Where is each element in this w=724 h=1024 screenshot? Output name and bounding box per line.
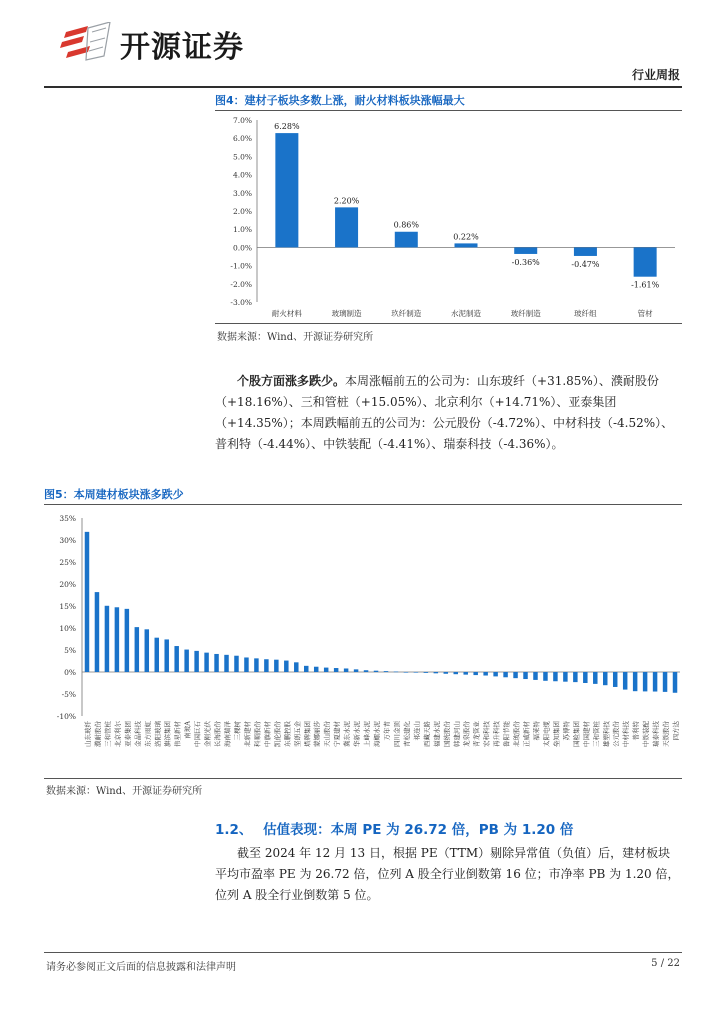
bar bbox=[414, 672, 418, 673]
bar bbox=[653, 672, 657, 692]
y-tick-label: -2.0% bbox=[230, 279, 252, 289]
bar bbox=[394, 672, 398, 673]
data-label: 2.20% bbox=[333, 196, 360, 206]
category-label: 海南瑞泽 bbox=[223, 721, 232, 747]
y-tick-label: 1.0% bbox=[232, 225, 252, 235]
figure5-title-bar bbox=[44, 482, 682, 505]
category-label: 福建水泥 bbox=[432, 721, 441, 747]
category-label: 亚泰集团 bbox=[123, 721, 132, 747]
footer-disclaimer: 请务必参阅正文后面的信息披露和法律声明 bbox=[46, 962, 236, 973]
data-label: -0.36% bbox=[511, 257, 540, 267]
bar bbox=[204, 653, 208, 672]
category-label: 玻璃制造 bbox=[331, 309, 362, 318]
y-tick-label: 7.0% bbox=[232, 116, 252, 125]
y-tick-label: -3.0% bbox=[230, 298, 252, 307]
category-label: 科顺股份 bbox=[253, 721, 262, 747]
figure4-chart bbox=[215, 112, 682, 324]
category-label: 华新水泥 bbox=[353, 721, 362, 747]
bar bbox=[364, 670, 368, 672]
y-tick-label: 2.0% bbox=[232, 207, 252, 216]
bar bbox=[275, 133, 298, 247]
figure4-source: 数据来源：Wind、开源证券研究所 bbox=[217, 332, 374, 343]
category-label: 青松建化 bbox=[402, 721, 411, 747]
category-label: 上峰水泥 bbox=[363, 721, 372, 747]
category-label: 东鹏控股 bbox=[283, 721, 292, 747]
paragraph-lead: 个股方面涨多跌少。 bbox=[237, 374, 346, 388]
bar bbox=[563, 672, 567, 682]
data-label: 0.86% bbox=[393, 220, 419, 230]
bar bbox=[463, 672, 467, 675]
category-label: 苏博特 bbox=[562, 721, 571, 741]
category-label: 塔牌集团 bbox=[303, 721, 312, 747]
bar bbox=[643, 672, 647, 691]
bar bbox=[334, 668, 338, 672]
bar bbox=[85, 532, 89, 672]
bar bbox=[264, 659, 268, 672]
category-label: 宏和科技 bbox=[482, 721, 491, 747]
bar bbox=[473, 672, 477, 675]
section-title: 估值表现：本周 PE 为 26.72 倍，PB 为 1.20 倍 bbox=[263, 822, 574, 838]
bar bbox=[254, 658, 258, 672]
category-label: 再升科技 bbox=[492, 721, 501, 747]
bar bbox=[324, 668, 328, 672]
category-label: 中材科技 bbox=[622, 721, 631, 747]
category-label: 天山股份 bbox=[323, 721, 332, 747]
bar bbox=[404, 672, 408, 673]
category-label: 垒知集团 bbox=[552, 721, 561, 747]
figure5-title: 图5：本周建材板块涨多跌少 bbox=[44, 488, 184, 501]
bar bbox=[424, 672, 428, 673]
bar bbox=[234, 656, 238, 672]
category-label: 青龙管业 bbox=[472, 721, 481, 747]
category-label: 瑞泰科技 bbox=[652, 721, 661, 747]
y-tick-label: 25% bbox=[59, 558, 76, 567]
bar bbox=[483, 672, 487, 676]
bar bbox=[593, 672, 597, 684]
bar bbox=[224, 655, 228, 672]
bar bbox=[384, 671, 388, 672]
category-label: 水泥制造 bbox=[451, 309, 481, 318]
bar bbox=[395, 232, 418, 248]
bar bbox=[583, 672, 587, 683]
y-tick-label: 5.0% bbox=[232, 152, 252, 162]
bar bbox=[523, 672, 527, 679]
category-label: 凯伦股份 bbox=[273, 721, 282, 747]
bar bbox=[354, 669, 358, 672]
bar bbox=[543, 672, 547, 681]
category-label: 国统股份 bbox=[442, 721, 451, 747]
bar bbox=[105, 606, 109, 672]
category-label: 普利特 bbox=[632, 721, 641, 741]
valuation-paragraph: 截至 2024 年 12 月 13 日，根据 PE（TTM）剔除异常值（负值）后，建材板块平均市盈率 PE 为 26.72 倍，位列 A 股全行业倒数第 16 位；市净率 PB 为 1.20 倍，位列 A 股全行业倒数第 5 位。 bbox=[215, 846, 680, 902]
figure4-title: 图4：建材子板块多数上涨，耐火材料板块涨幅最大 bbox=[215, 94, 465, 107]
category-label: 龙泉股份 bbox=[462, 721, 471, 747]
brand-name: 开源证券 bbox=[120, 30, 244, 65]
category-label: 三和管桩 bbox=[103, 721, 112, 747]
bar bbox=[135, 627, 139, 672]
category-label: 旗滨集团 bbox=[163, 721, 172, 747]
category-label: 冀东水泥 bbox=[343, 721, 352, 747]
bar bbox=[174, 646, 178, 672]
bar bbox=[513, 672, 517, 678]
bar bbox=[115, 607, 119, 672]
y-tick-label: 35% bbox=[59, 514, 76, 523]
bar bbox=[374, 671, 378, 672]
stock-performance-paragraph bbox=[215, 371, 682, 455]
bar bbox=[434, 672, 438, 673]
bar bbox=[155, 638, 159, 672]
bar bbox=[304, 666, 308, 672]
bar bbox=[95, 592, 99, 672]
bar bbox=[553, 672, 557, 681]
category-label: 中国巨石 bbox=[193, 721, 202, 747]
data-label: -1.61% bbox=[631, 280, 660, 290]
category-label: 鲁阳节能 bbox=[502, 721, 511, 747]
bar bbox=[603, 672, 607, 685]
category-label: 濮耐股份 bbox=[93, 721, 102, 747]
category-label: 中国建材 bbox=[582, 721, 591, 747]
bar bbox=[274, 660, 278, 672]
y-tick-label: 6.0% bbox=[232, 134, 252, 144]
bar bbox=[634, 247, 657, 276]
bar bbox=[444, 672, 448, 674]
figure5-source: 数据来源：Wind、开源证券研究所 bbox=[46, 786, 203, 797]
bar bbox=[244, 657, 248, 672]
bar bbox=[663, 672, 667, 692]
category-label: 中旗新材 bbox=[263, 721, 272, 747]
category-label: 公元股份 bbox=[612, 721, 621, 747]
bar bbox=[194, 651, 198, 672]
bar bbox=[633, 672, 637, 691]
bar bbox=[533, 672, 537, 680]
y-tick-label: 5% bbox=[64, 646, 76, 655]
bar bbox=[294, 662, 298, 672]
y-tick-label: -1.0% bbox=[230, 261, 252, 271]
data-label: -0.47% bbox=[571, 259, 600, 269]
category-label: 万年青 bbox=[382, 721, 391, 741]
category-label: 祁连山 bbox=[412, 721, 421, 741]
category-label: 福莱特 bbox=[532, 721, 541, 741]
y-tick-label: 15% bbox=[59, 602, 76, 611]
category-label: 北新建材 bbox=[243, 721, 252, 747]
bar bbox=[214, 654, 218, 672]
figure5-chart bbox=[44, 508, 682, 778]
category-label: 南玻A bbox=[183, 721, 192, 739]
bar bbox=[125, 609, 129, 672]
y-tick-label: 20% bbox=[59, 580, 76, 589]
section-heading bbox=[215, 818, 573, 838]
bar bbox=[184, 650, 188, 672]
category-label: 四川金顶 bbox=[392, 721, 401, 747]
category-label: 中铁装配 bbox=[642, 721, 651, 747]
data-label: 0.22% bbox=[453, 232, 479, 242]
category-label: 北玻股份 bbox=[512, 721, 521, 747]
category-label: 国检集团 bbox=[572, 721, 581, 747]
footer-divider bbox=[44, 952, 682, 953]
category-label: 玻纤组 bbox=[574, 309, 597, 318]
category-label: 伟星新材 bbox=[173, 721, 182, 747]
bar bbox=[344, 668, 348, 672]
category-label: 玻纤制造 bbox=[510, 309, 541, 318]
category-label: 天铁股份 bbox=[662, 721, 671, 747]
category-label: 正威新材 bbox=[522, 721, 531, 747]
category-label: 三棵树 bbox=[233, 721, 242, 741]
y-tick-label: -5% bbox=[61, 690, 76, 699]
bar bbox=[573, 672, 577, 682]
section-number: 1.2、 bbox=[215, 822, 253, 838]
category-label: 雄塑科技 bbox=[602, 721, 611, 747]
category-label: 四方达 bbox=[672, 721, 681, 741]
bar bbox=[164, 639, 168, 672]
bar bbox=[335, 207, 358, 247]
category-label: 太阳电缆 bbox=[542, 721, 551, 747]
paragraph-body: 本周涨幅前五的公司为：山东玻纤（+31.85%）、濮耐股份（+18.16%）、三和管桩（+15.05%）、北京利尔（+14.71%）、亚泰集团（+14.35%）；本周跌幅前五的公司为：公元股份（-4.72%）、中材科技（-4.52%）、普利特（-4.44%）、中铁装配（-4.41%）、瑞泰科技（-4.36%）。 bbox=[215, 374, 674, 451]
category-label: 宁夏建材 bbox=[333, 721, 342, 747]
y-tick-label: -10% bbox=[56, 712, 76, 721]
bar bbox=[493, 672, 497, 676]
category-label: 金刚光伏 bbox=[203, 721, 212, 747]
bar bbox=[514, 247, 537, 254]
category-label: 西藏天路 bbox=[422, 721, 431, 747]
category-label: 韩建河山 bbox=[452, 721, 461, 747]
category-label: 玖纤制造 bbox=[391, 309, 422, 318]
bar bbox=[613, 672, 617, 687]
page-number: 5 / 22 bbox=[651, 958, 680, 969]
bar bbox=[503, 672, 507, 677]
category-label: 山东玻纤 bbox=[83, 721, 92, 747]
category-label: 东方雨虹 bbox=[143, 721, 152, 747]
bar bbox=[314, 667, 318, 672]
category-label: 金晶科技 bbox=[133, 721, 142, 747]
figure5-divider bbox=[44, 778, 682, 779]
bar bbox=[284, 661, 288, 672]
bar bbox=[673, 672, 677, 693]
y-tick-label: 10% bbox=[59, 624, 76, 633]
category-label: 耐火材料 bbox=[271, 309, 302, 318]
y-tick-label: 30% bbox=[59, 536, 76, 545]
category-label: 管材 bbox=[637, 309, 653, 318]
bar bbox=[454, 672, 458, 674]
category-label: 洛阳玻璃 bbox=[153, 721, 162, 747]
bar bbox=[623, 672, 627, 690]
y-tick-label: 3.0% bbox=[232, 188, 252, 198]
report-type-label: 行业周报 bbox=[631, 68, 680, 82]
category-label: 长海股份 bbox=[213, 721, 222, 747]
category-label: 三和管桩 bbox=[592, 721, 601, 747]
brand-logo-icon bbox=[58, 22, 114, 62]
bar bbox=[574, 247, 597, 256]
figure4-divider bbox=[215, 323, 682, 324]
category-label: 海螺水泥 bbox=[373, 721, 382, 747]
category-label: 蒙娜丽莎 bbox=[313, 721, 322, 747]
bar bbox=[455, 243, 478, 247]
figure4-title-bar bbox=[215, 88, 682, 111]
y-tick-label: 0.0% bbox=[232, 243, 252, 253]
y-tick-label: 4.0% bbox=[232, 170, 252, 180]
category-label: 北京利尔 bbox=[113, 721, 122, 747]
category-label: 坚朗五金 bbox=[293, 721, 302, 747]
y-tick-label: 0% bbox=[64, 668, 76, 677]
data-label: 6.28% bbox=[274, 122, 300, 132]
bar bbox=[145, 629, 149, 672]
